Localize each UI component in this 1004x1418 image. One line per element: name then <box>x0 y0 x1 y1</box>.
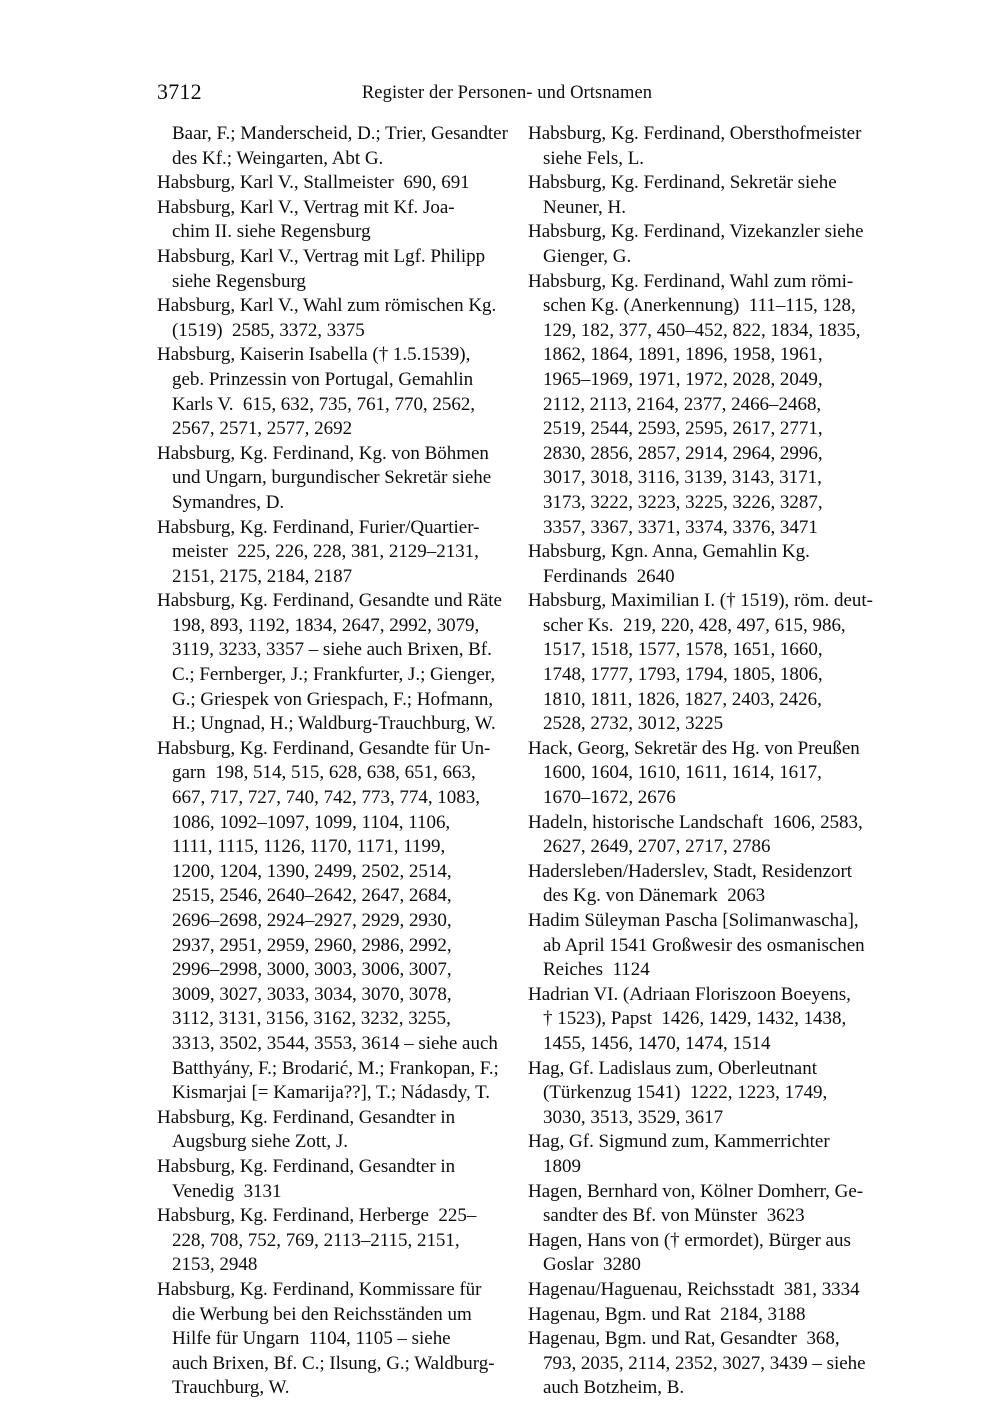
entry-head-line: Hadeln, historische Landschaft 1606, 2583, <box>528 811 863 833</box>
entry-continuation-line: 667, 717, 727, 740, 742, 773, 774, 1083, <box>172 787 480 809</box>
entry-head-line: Habsburg, Karl V., Wahl zum römischen Kg. <box>157 295 497 317</box>
entry-head-line: Habsburg, Kg. Ferdinand, Vizekanzler siehe <box>528 221 864 243</box>
entry-continuation-line: Symandres, D. <box>172 491 285 513</box>
entry-continuation-line: und Ungarn, burgundischer Sekretär siehe <box>172 467 492 489</box>
entry-continuation-line: sandter des Bf. von Münster 3623 <box>543 1205 805 1227</box>
entry-continuation-line: Batthyány, F.; Brodarić, M.; Frankopan, F.; <box>172 1057 499 1079</box>
index-entry <box>157 589 502 737</box>
entry-continuation-line: garn 198, 514, 515, 628, 638, 651, 663, <box>172 762 476 784</box>
entry-continuation-line: 2996–2998, 3000, 3003, 3006, 3007, <box>172 959 452 981</box>
entry-head-line: Hagen, Bernhard von, Kölner Domherr, Ge- <box>528 1180 864 1202</box>
entry-continuation-line: auch Botzheim, B. <box>543 1377 685 1399</box>
index-columns <box>157 122 873 1401</box>
index-entry <box>157 1278 502 1401</box>
index-entry <box>157 171 502 196</box>
entry-head-line: Hagenau, Bgm. und Rat 2184, 3188 <box>528 1303 806 1325</box>
entry-continuation-line: 2519, 2544, 2593, 2595, 2617, 2771, <box>543 418 823 440</box>
entry-continuation-line: C.; Fernberger, J.; Frankfurter, J.; Gienger, <box>172 664 496 686</box>
index-entry <box>528 1303 873 1328</box>
entry-continuation-line: 1748, 1777, 1793, 1794, 1805, 1806, <box>543 664 823 686</box>
entry-head-line: Habsburg, Kg. Ferdinand, Kg. von Böhmen <box>157 442 489 464</box>
entry-continuation-line: 2515, 2546, 2640–2642, 2647, 2684, <box>172 885 452 907</box>
entry-continuation-line: Hilfe für Ungarn 1104, 1105 – siehe <box>172 1328 451 1350</box>
entry-continuation-line: Baar, F.; Manderscheid, D.; Trier, Gesandter <box>172 123 508 144</box>
right-column <box>528 122 873 1401</box>
entry-head-line: Habsburg, Karl V., Stallmeister 690, 691 <box>157 172 470 194</box>
index-entry <box>157 196 502 245</box>
entry-continuation-line: die Werbung bei den Reichsständen um <box>172 1303 472 1325</box>
entry-continuation-line: scher Ks. 219, 220, 428, 497, 615, 986, <box>543 614 846 636</box>
entry-continuation-line: 198, 893, 1192, 1834, 2647, 2992, 3079, <box>172 614 480 636</box>
entry-head-line: Hagenau, Bgm. und Rat, Gesandter 368, <box>528 1328 840 1350</box>
entry-continuation-line: Reiches 1124 <box>543 959 650 981</box>
entry-head-line: Habsburg, Kg. Ferdinand, Wahl zum römi- <box>528 270 854 292</box>
entry-head-line: Habsburg, Kg. Ferdinand, Furier/Quartier- <box>157 516 480 538</box>
entry-continuation-line: 2627, 2649, 2707, 2717, 2786 <box>543 836 771 858</box>
entry-continuation-line: 2830, 2856, 2857, 2914, 2964, 2996, <box>543 442 823 464</box>
index-entry <box>157 343 502 441</box>
entry-continuation-line: des Kf.; Weingarten, Abt G. <box>172 147 384 169</box>
entry-continuation-line: 1965–1969, 1971, 1972, 2028, 2049, <box>543 368 823 390</box>
entry-head-line: Habsburg, Kg. Ferdinand, Gesandter in <box>157 1106 456 1128</box>
entry-continuation-line: ab April 1541 Großwesir des osmanischen <box>543 934 865 956</box>
index-entry <box>528 1057 873 1131</box>
entry-continuation-line: 1810, 1811, 1826, 1827, 2403, 2426, <box>543 688 822 710</box>
entry-continuation-line: 1455, 1456, 1470, 1474, 1514 <box>543 1032 771 1054</box>
index-entry <box>528 983 873 1057</box>
entry-continuation-line: meister 225, 226, 228, 381, 2129–2131, <box>172 541 479 563</box>
index-entry <box>528 270 873 541</box>
entry-continuation-line: 3313, 3502, 3544, 3553, 3614 – siehe auch <box>172 1032 498 1054</box>
entry-head-line: Habsburg, Kg. Ferdinand, Herberge 225– <box>157 1205 477 1227</box>
entry-continuation-line: 3017, 3018, 3116, 3139, 3143, 3171, <box>543 467 822 489</box>
entry-continuation-line: chim II. siehe Regensburg <box>172 221 371 243</box>
entry-continuation-line: H.; Ungnad, H.; Waldburg-Trauchburg, W. <box>172 713 496 735</box>
entry-head-line: Hag, Gf. Ladislaus zum, Oberleutnant <box>528 1057 817 1079</box>
index-entry <box>528 220 873 269</box>
index-entry <box>528 540 873 589</box>
entry-continuation-line: 3173, 3222, 3223, 3225, 3226, 3287, <box>543 491 823 513</box>
entry-head-line: Hagen, Hans von († ermordet), Bürger aus <box>528 1229 851 1251</box>
entry-head-line: Hadim Süleyman Pascha [Solimanwascha], <box>528 910 859 931</box>
entry-head-line: Habsburg, Kg. Ferdinand, Gesandte für Un- <box>157 737 491 759</box>
entry-continuation-line: Gienger, G. <box>543 245 632 267</box>
left-column <box>157 122 508 1401</box>
entry-continuation-line: G.; Griespek von Griespach, F.; Hofmann, <box>172 688 494 710</box>
entry-continuation-line: 129, 182, 377, 450–452, 822, 1834, 1835, <box>543 319 861 341</box>
running-head <box>157 78 857 108</box>
entry-head-line: Hadersleben/Haderslev, Stadt, Residenzort <box>528 860 853 882</box>
index-entry <box>157 442 502 516</box>
entry-continuation-line: 1517, 1518, 1577, 1578, 1651, 1660, <box>543 639 823 661</box>
entry-continuation-line: 2696–2698, 2924–2927, 2929, 2930, <box>172 910 452 931</box>
index-entry <box>528 1278 873 1303</box>
index-entry <box>528 122 873 171</box>
entry-continuation-line: Trauchburg, W. <box>172 1377 290 1399</box>
index-entry <box>528 737 873 811</box>
index-entry <box>157 122 508 171</box>
entry-continuation-line: 2112, 2113, 2164, 2377, 2466–2468, <box>543 393 822 415</box>
index-entry <box>157 516 502 590</box>
entry-head-line: Hadrian VI. (Adriaan Floriszoon Boeyens, <box>528 983 851 1005</box>
entry-continuation-line: 793, 2035, 2114, 2352, 3027, 3439 – siehe <box>543 1352 866 1374</box>
entry-continuation-line: 2567, 2571, 2577, 2692 <box>172 418 353 440</box>
entry-head-line: Hagenau/Haguenau, Reichsstadt 381, 3334 <box>528 1278 860 1300</box>
entry-head-line: Habsburg, Karl V., Vertrag mit Kf. Joa- <box>157 196 455 218</box>
entry-continuation-line: 228, 708, 752, 769, 2113–2115, 2151, <box>172 1229 460 1251</box>
entry-continuation-line: 1862, 1864, 1891, 1896, 1958, 1961, <box>543 344 823 366</box>
entry-continuation-line: Ferdinands 2640 <box>543 565 675 587</box>
page-number: 3712 <box>157 79 202 104</box>
entry-continuation-line: 1086, 1092–1097, 1099, 1104, 1106, <box>172 811 451 833</box>
index-entry <box>528 811 873 860</box>
index-entry <box>157 1106 502 1155</box>
entry-continuation-line: 3119, 3233, 3357 – siehe auch Brixen, Bf. <box>172 639 492 661</box>
index-entry <box>528 1130 873 1179</box>
entry-head-line: Habsburg, Karl V., Vertrag mit Lgf. Philipp <box>157 245 486 267</box>
entry-head-line: Habsburg, Kgn. Anna, Gemahlin Kg. <box>528 541 810 563</box>
entry-head-line: Habsburg, Kg. Ferdinand, Gesandter in <box>157 1155 456 1177</box>
entry-continuation-line: Karls V. 615, 632, 735, 761, 770, 2562, <box>172 393 476 415</box>
index-entry <box>528 1327 873 1401</box>
entry-continuation-line: geb. Prinzessin von Portugal, Gemahlin <box>172 368 474 390</box>
index-entry <box>157 1204 502 1278</box>
entry-head-line: Habsburg, Kaiserin Isabella († 1.5.1539), <box>157 344 471 366</box>
entry-continuation-line: Kismarjai [= Kamarija??], T.; Nádasdy, T. <box>172 1082 491 1104</box>
entry-continuation-line: 2151, 2175, 2184, 2187 <box>172 565 353 587</box>
index-entry <box>528 909 873 983</box>
entry-continuation-line: siehe Regensburg <box>172 270 306 292</box>
entry-head-line: Habsburg, Maximilian I. († 1519), röm. deut- <box>528 590 873 612</box>
entry-continuation-line: 2528, 2732, 3012, 3225 <box>543 713 724 735</box>
running-head-title: Register der Personen- und Ortsnamen <box>361 83 653 103</box>
entry-continuation-line: auch Brixen, Bf. C.; Ilsung, G.; Waldburg- <box>172 1352 495 1374</box>
entry-continuation-line: des Kg. von Dänemark 2063 <box>543 885 766 907</box>
entry-continuation-line: (Türkenzug 1541) 1222, 1223, 1749, <box>543 1082 828 1104</box>
entry-continuation-line: Venedig 3131 <box>172 1180 282 1202</box>
entry-continuation-line: Neuner, H. <box>543 196 626 218</box>
index-entry <box>157 1155 502 1204</box>
entry-continuation-line: schen Kg. (Anerkennung) 111–115, 128, <box>543 295 856 317</box>
entry-head-line: Habsburg, Kg. Ferdinand, Obersthofmeister <box>528 123 862 144</box>
index-entry <box>528 589 873 737</box>
entry-continuation-line: 3112, 3131, 3156, 3162, 3232, 3255, <box>172 1008 451 1030</box>
entry-head-line: Hack, Georg, Sekretär des Hg. von Preußen <box>528 737 860 759</box>
entry-continuation-line: siehe Fels, L. <box>543 147 645 169</box>
entry-continuation-line: 2937, 2951, 2959, 2960, 2986, 2992, <box>172 934 452 956</box>
index-entry <box>528 1229 873 1278</box>
index-entry <box>157 737 502 1106</box>
entry-continuation-line: 3030, 3513, 3529, 3617 <box>543 1106 724 1128</box>
entry-continuation-line: Goslar 3280 <box>543 1254 641 1276</box>
entry-continuation-line: Augsburg siehe Zott, J. <box>172 1131 348 1153</box>
index-entry <box>157 294 502 343</box>
entry-continuation-line: 1670–1672, 2676 <box>543 787 676 809</box>
entry-continuation-line: 1111, 1115, 1126, 1170, 1171, 1199, <box>172 836 446 858</box>
entry-continuation-line: 3357, 3367, 3371, 3374, 3376, 3471 <box>543 516 818 538</box>
index-entry <box>528 1180 873 1229</box>
entry-continuation-line: (1519) 2585, 3372, 3375 <box>172 319 365 341</box>
entry-continuation-line: 1200, 1204, 1390, 2499, 2502, 2514, <box>172 860 452 882</box>
index-entry <box>528 860 873 909</box>
entry-continuation-line: 1809 <box>543 1155 581 1177</box>
entry-continuation-line: 2153, 2948 <box>172 1254 258 1276</box>
entry-continuation-line: 1600, 1604, 1610, 1611, 1614, 1617, <box>543 762 822 784</box>
entry-continuation-line: † 1523), Papst 1426, 1429, 1432, 1438, <box>543 1008 847 1030</box>
index-entry <box>528 171 873 220</box>
entry-head-line: Hag, Gf. Sigmund zum, Kammerrichter <box>528 1131 830 1153</box>
entry-continuation-line: 3009, 3027, 3033, 3034, 3070, 3078, <box>172 983 452 1005</box>
index-entry <box>157 245 502 294</box>
entry-head-line: Habsburg, Kg. Ferdinand, Sekretär siehe <box>528 172 837 194</box>
entry-head-line: Habsburg, Kg. Ferdinand, Kommissare für <box>157 1278 482 1300</box>
entry-head-line: Habsburg, Kg. Ferdinand, Gesandte und Räte <box>157 590 502 612</box>
